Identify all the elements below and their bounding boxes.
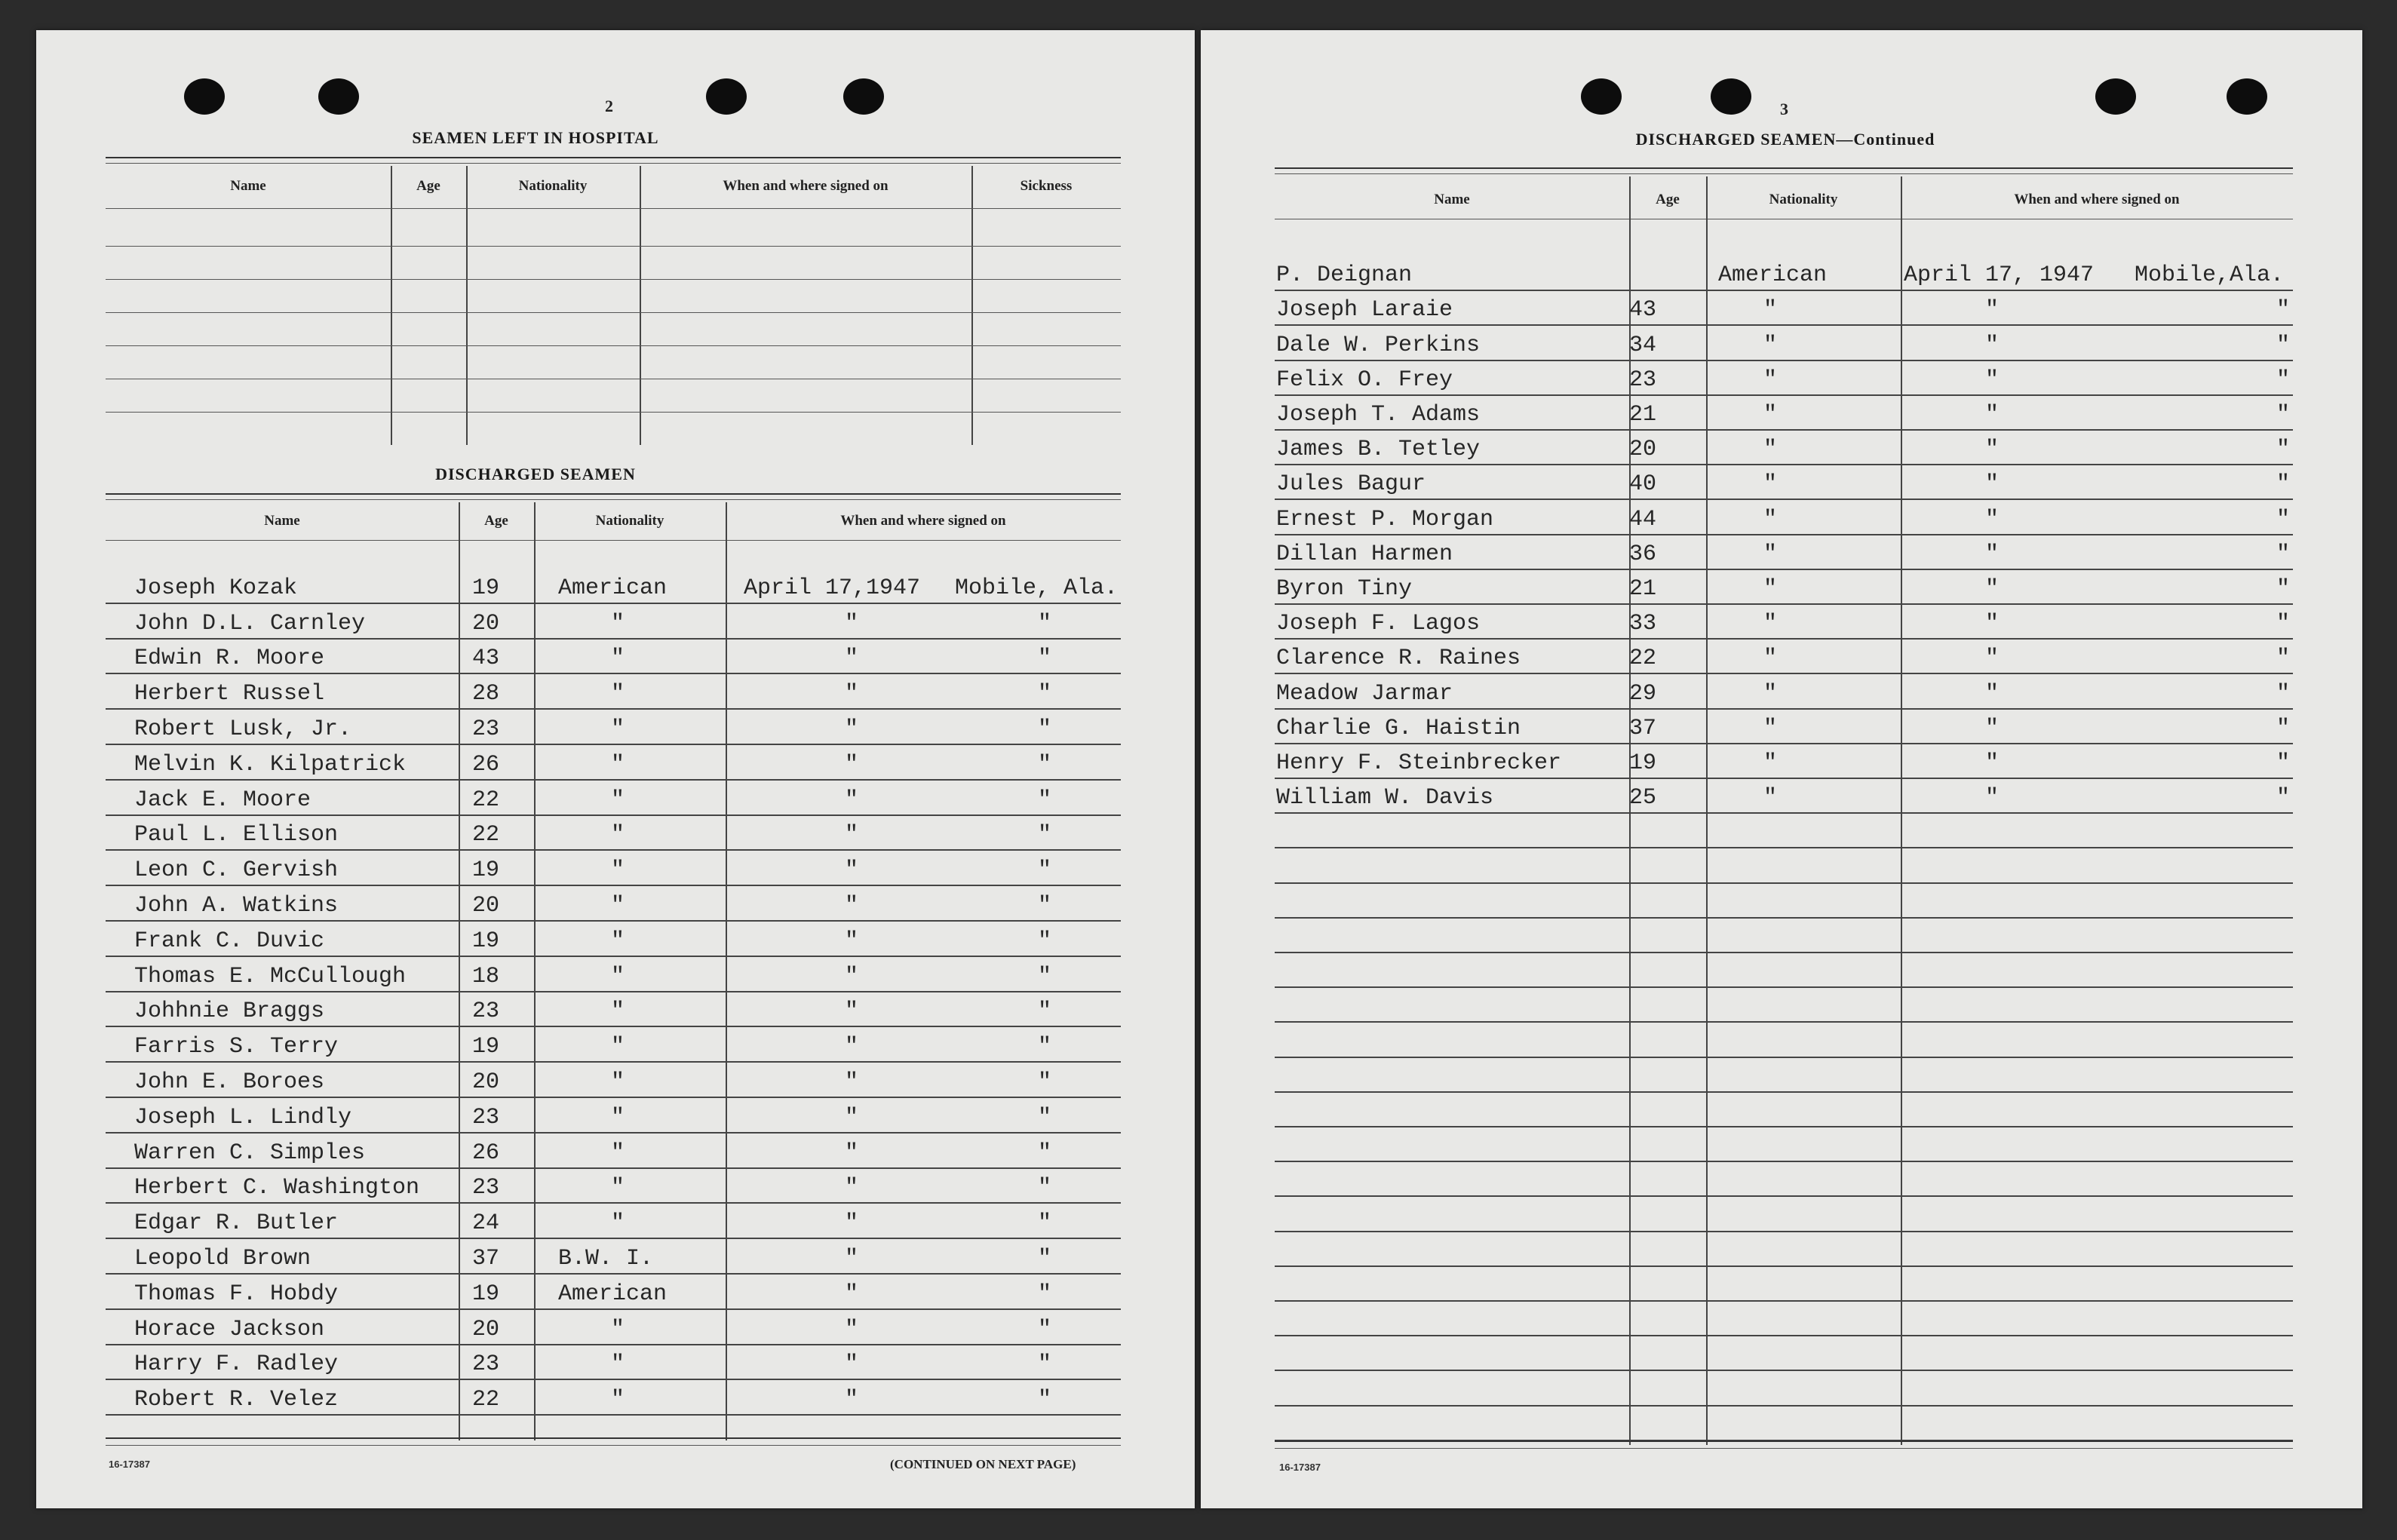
seaman-name: Meadow Jarmar [1276,680,1453,707]
table-row [1275,1232,2293,1267]
seaman-name: Harry F. Radley [134,1351,339,1378]
table-row [1275,1058,2293,1093]
table-row [106,1345,1121,1381]
signed-on-date: " [845,1316,859,1342]
seaman-nationality: " [611,646,625,672]
seaman-name: Thomas E. McCullough [134,963,407,989]
seaman-age: 33 [1629,611,1657,637]
seaman-nationality: " [1763,680,1778,707]
table-row [1275,1302,2293,1336]
signed-on-date: " [845,751,859,778]
continued-section-title: DISCHARGED SEAMEN—Continued [1635,130,1935,149]
seaman-name: William W. Davis [1276,785,1494,811]
table-row [106,1063,1121,1098]
table-row [1275,814,2293,848]
table-row [106,604,1121,640]
table-row [106,1098,1121,1134]
signed-on-place: " [1038,787,1052,813]
table-row [1275,779,2293,814]
signed-on-date: " [845,1069,859,1095]
signed-on-date: " [1985,750,2000,776]
table-row [1275,361,2293,396]
signed-on-date: " [845,787,859,813]
seaman-age: 20 [472,1316,500,1342]
seaman-age: 19 [472,1281,500,1307]
seaman-nationality: American [558,1281,668,1307]
signed-on-date: " [1985,611,2000,637]
seaman-age: 26 [472,1140,500,1166]
seaman-nationality: " [611,928,625,954]
table-row [1275,396,2293,431]
signed-on-date: " [1985,401,2000,428]
signed-on-date: " [845,1245,859,1272]
seaman-name: Farris S. Terry [134,1034,339,1060]
table-row [106,851,1121,886]
col-header: Nationality [595,513,664,529]
table-row [1275,291,2293,326]
signed-on-date: " [1985,297,2000,324]
left-page [36,30,1195,1508]
col-header: When and where signed on [2014,192,2180,207]
seaman-age: 24 [472,1210,500,1237]
table-row [106,745,1121,781]
table-row [106,1380,1121,1416]
col-header: Name [264,513,300,529]
table-row [1275,1093,2293,1127]
seaman-name: John A. Watkins [134,892,339,919]
seaman-name: Frank C. Duvic [134,928,325,954]
seaman-age: 21 [1629,575,1657,602]
seaman-nationality: " [611,892,625,919]
table-row [1275,884,2293,919]
signed-on-date: " [1985,367,2000,393]
seaman-name: Melvin K. Kilpatrick [134,751,407,778]
seaman-nationality: " [611,1140,625,1166]
seaman-nationality: " [1763,437,1778,463]
seaman-nationality: " [611,787,625,813]
seaman-nationality: " [1763,575,1778,602]
col-header: Name [1434,192,1470,207]
table-row [1275,988,2293,1023]
seaman-nationality: " [611,1387,625,1413]
seaman-nationality: " [1763,332,1778,358]
signed-on-place: " [1038,1175,1052,1201]
signed-on-date: " [1985,506,2000,532]
signed-on-date: April 17, 1947 [1904,262,2095,289]
signed-on-place: " [2276,646,2291,672]
seaman-age: 20 [472,892,500,919]
signed-on-date: " [845,1175,859,1201]
table-row [1275,500,2293,535]
seaman-name: Edwin R. Moore [134,646,325,672]
signed-on-date: " [845,999,859,1025]
seaman-age: 18 [472,963,500,989]
table-row [1275,570,2293,605]
signed-on-place: " [1038,1140,1052,1166]
table-row [1275,431,2293,465]
seaman-nationality: B.W. I. [558,1245,654,1272]
seaman-name: Paul L. Ellison [134,822,339,848]
signed-on-place: " [2276,506,2291,532]
seaman-name: Jules Bagur [1276,471,1426,498]
table-row [106,1204,1121,1239]
seaman-age: 37 [1629,715,1657,741]
table-row [106,1275,1121,1310]
seaman-name: Dale W. Perkins [1276,332,1481,358]
signed-on-place: " [2276,437,2291,463]
page-number: 3 [1780,100,1788,118]
seaman-name: Leon C. Gervish [134,857,339,884]
seaman-name: John E. Boroes [134,1069,325,1095]
seaman-name: Thomas F. Hobdy [134,1281,339,1307]
seaman-age: 23 [472,1175,500,1201]
seaman-name: Felix O. Frey [1276,367,1453,393]
table-row [106,1027,1121,1063]
table-row [1275,1371,2293,1406]
continued-note: (CONTINUED ON NEXT PAGE) [890,1457,1076,1471]
seaman-nationality: " [611,857,625,884]
form-code: 16-17387 [1279,1462,1321,1473]
seaman-age: 22 [472,1387,500,1413]
signed-on-place: " [2276,575,2291,602]
seaman-age: 29 [1629,680,1657,707]
hospital-col-header: Name [230,178,266,194]
seaman-nationality: " [1763,367,1778,393]
signed-on-place: " [1038,1245,1052,1272]
table-row [1275,1127,2293,1162]
signed-on-place: " [1038,857,1052,884]
signed-on-place: " [1038,751,1052,778]
table-row [1275,1197,2293,1232]
table-row [1275,605,2293,640]
seaman-nationality: " [611,1175,625,1201]
signed-on-place: " [2276,680,2291,707]
table-row [1275,535,2293,570]
signed-on-place: " [1038,822,1052,848]
table-row [106,674,1121,710]
signed-on-date: " [845,610,859,637]
table-row [106,640,1121,675]
col-header: Age [484,513,508,529]
seaman-name: Horace Jackson [134,1316,325,1342]
seaman-nationality: " [1763,297,1778,324]
seaman-age: 40 [1629,471,1657,498]
table-row [106,886,1121,922]
punch-hole [706,78,747,115]
signed-on-place: " [1038,610,1052,637]
table-row [1275,1023,2293,1057]
signed-on-date: " [1985,680,2000,707]
seaman-nationality: American [1718,262,1828,289]
seaman-name: Joseph T. Adams [1276,401,1481,428]
punch-hole [2095,78,2136,115]
seaman-name: Ernest P. Morgan [1276,506,1494,532]
table-row [1275,919,2293,953]
seaman-nationality: " [1763,646,1778,672]
table-row [106,569,1121,604]
seaman-nationality: " [611,963,625,989]
signed-on-place: " [1038,1387,1052,1413]
seaman-nationality: " [1763,506,1778,532]
seaman-name: Robert R. Velez [134,1387,339,1413]
hospital-section-title: SEAMEN LEFT IN HOSPITAL [412,128,659,147]
signed-on-date: " [845,1281,859,1307]
table-row [1275,1162,2293,1197]
signed-on-place: " [2276,541,2291,567]
signed-on-place: Mobile, Ala. [955,575,1119,601]
seaman-nationality: " [1763,471,1778,498]
col-header: Nationality [1769,192,1838,207]
seaman-nationality: " [1763,785,1778,811]
discharged-section-title: DISCHARGED SEAMEN [435,465,636,483]
signed-on-date: " [845,1034,859,1060]
page-number: 2 [605,97,613,115]
seaman-name: Warren C. Simples [134,1140,366,1166]
signed-on-date: " [845,1104,859,1130]
signed-on-place: " [2276,785,2291,811]
signed-on-date: " [845,857,859,884]
punch-hole [318,78,359,115]
signed-on-place: " [1038,928,1052,954]
table-row [106,1134,1121,1169]
seaman-nationality: " [611,716,625,742]
table-row [1275,744,2293,779]
signed-on-date: " [1985,471,2000,498]
table-row [1275,953,2293,988]
seaman-name: Joseph Laraie [1276,297,1453,324]
table-row [1275,465,2293,500]
seaman-age: 28 [472,681,500,707]
table-row [106,957,1121,992]
table-row [1275,326,2293,360]
seaman-nationality: " [611,751,625,778]
col-header: When and where signed on [840,513,1006,529]
form-code: 16-17387 [109,1459,150,1470]
hospital-col-header: Age [416,178,440,194]
seaman-age: 23 [472,1104,500,1130]
signed-on-date: " [1985,541,2000,567]
seaman-age: 22 [472,787,500,813]
signed-on-place: " [1038,681,1052,707]
seaman-name: Joseph L. Lindly [134,1104,352,1130]
table-row [106,816,1121,851]
signed-on-date: April 17,1947 [744,575,921,601]
seaman-nationality: " [611,681,625,707]
signed-on-date: " [845,1351,859,1378]
seaman-age: 19 [472,857,500,884]
signed-on-place: " [1038,1281,1052,1307]
signed-on-place: " [2276,401,2291,428]
signed-on-date: " [1985,646,2000,672]
seaman-age: 20 [1629,437,1657,463]
seaman-name: Edgar R. Butler [134,1210,339,1237]
signed-on-date: " [845,822,859,848]
signed-on-place: Mobile,Ala. [2135,262,2285,289]
seaman-name: Jack E. Moore [134,787,312,813]
seaman-age: 19 [1629,750,1657,776]
punch-hole [184,78,225,115]
seaman-age: 20 [472,1069,500,1095]
seaman-name: Joseph Kozak [134,575,298,601]
seaman-age: 20 [472,610,500,637]
table-row [1275,674,2293,709]
punch-hole [1581,78,1622,115]
signed-on-place: " [2276,750,2291,776]
signed-on-place: " [1038,1316,1052,1342]
seaman-age: 21 [1629,401,1657,428]
seaman-nationality: " [1763,611,1778,637]
table-row [1275,640,2293,674]
table-row [106,922,1121,957]
hospital-col-header: When and where signed on [723,178,889,194]
signed-on-date: " [845,892,859,919]
seaman-age: 25 [1629,785,1657,811]
seaman-age: 26 [472,751,500,778]
signed-on-place: " [2276,715,2291,741]
seaman-nationality: " [1763,750,1778,776]
signed-on-date: " [1985,332,2000,358]
seaman-name: Dillan Harmen [1276,541,1453,567]
seaman-age: 43 [1629,297,1657,324]
seaman-nationality: " [1763,541,1778,567]
seaman-nationality: " [611,1316,625,1342]
seaman-name: James B. Tetley [1276,437,1481,463]
table-row [106,1310,1121,1345]
seaman-nationality: " [611,999,625,1025]
table-row [1275,1336,2293,1371]
table-row [1275,848,2293,883]
seaman-age: 19 [472,928,500,954]
table-row [106,992,1121,1028]
punch-hole [1711,78,1751,115]
table-row [106,781,1121,816]
signed-on-date: " [845,1140,859,1166]
signed-on-date: " [845,716,859,742]
seaman-nationality: " [611,822,625,848]
punch-hole [843,78,884,115]
table-row [1275,1267,2293,1302]
signed-on-date: " [1985,785,2000,811]
seaman-nationality: " [611,1034,625,1060]
seaman-name: John D.L. Carnley [134,610,366,637]
signed-on-place: " [1038,1104,1052,1130]
signed-on-place: " [2276,297,2291,324]
right-page [1201,30,2362,1508]
seaman-age: 22 [472,822,500,848]
signed-on-date: " [845,928,859,954]
seaman-name: Henry F. Steinbrecker [1276,750,1562,776]
signed-on-date: " [845,681,859,707]
seaman-name: Clarence R. Raines [1276,646,1521,672]
seaman-age: 23 [472,716,500,742]
signed-on-place: " [1038,963,1052,989]
seaman-nationality: " [611,1069,625,1095]
punch-hole [2227,78,2267,115]
seaman-nationality: American [558,575,668,601]
table-row [1275,256,2293,291]
seaman-age: 19 [472,575,500,601]
signed-on-place: " [1038,716,1052,742]
signed-on-date: " [845,1210,859,1237]
seaman-name: Robert Lusk, Jr. [134,716,352,742]
signed-on-place: " [1038,646,1052,672]
signed-on-place: " [1038,1351,1052,1378]
signed-on-place: " [2276,471,2291,498]
seaman-name: Herbert Russel [134,681,325,707]
table-row [1275,710,2293,744]
seaman-age: 36 [1629,541,1657,567]
seaman-nationality: " [611,1104,625,1130]
seaman-name: Leopold Brown [134,1245,312,1272]
table-row [106,1169,1121,1204]
hospital-col-header: Sickness [1020,178,1073,194]
signed-on-place: " [2276,367,2291,393]
seaman-age: 23 [472,1351,500,1378]
seaman-age: 23 [1629,367,1657,393]
signed-on-place: " [1038,1069,1052,1095]
col-header: Age [1656,192,1680,207]
seaman-name: Charlie G. Haistin [1276,715,1521,741]
signed-on-place: " [1038,1034,1052,1060]
seaman-age: 19 [472,1034,500,1060]
seaman-nationality: " [611,610,625,637]
table-row [1275,1407,2293,1441]
seaman-age: 44 [1629,506,1657,532]
seaman-nationality: " [1763,401,1778,428]
hospital-col-header: Nationality [518,178,588,194]
seaman-age: 37 [472,1245,500,1272]
table-row [106,710,1121,745]
signed-on-date: " [1985,437,2000,463]
seaman-age: 34 [1629,332,1657,358]
seaman-name: P. Deignan [1276,262,1413,289]
signed-on-place: " [2276,332,2291,358]
signed-on-place: " [1038,999,1052,1025]
seaman-age: 22 [1629,646,1657,672]
seaman-name: Byron Tiny [1276,575,1413,602]
seaman-name: Johhnie Braggs [134,999,325,1025]
seaman-nationality: " [611,1351,625,1378]
seaman-age: 23 [472,999,500,1025]
signed-on-date: " [1985,715,2000,741]
seaman-nationality: " [1763,715,1778,741]
signed-on-date: " [845,646,859,672]
signed-on-place: " [1038,1210,1052,1237]
table-row [106,1239,1121,1275]
signed-on-date: " [845,963,859,989]
signed-on-place: " [1038,892,1052,919]
signed-on-place: " [2276,611,2291,637]
signed-on-date: " [1985,575,2000,602]
seaman-name: Herbert C. Washington [134,1175,420,1201]
seaman-name: Joseph F. Lagos [1276,611,1481,637]
signed-on-date: " [845,1387,859,1413]
seaman-age: 43 [472,646,500,672]
seaman-nationality: " [611,1210,625,1237]
